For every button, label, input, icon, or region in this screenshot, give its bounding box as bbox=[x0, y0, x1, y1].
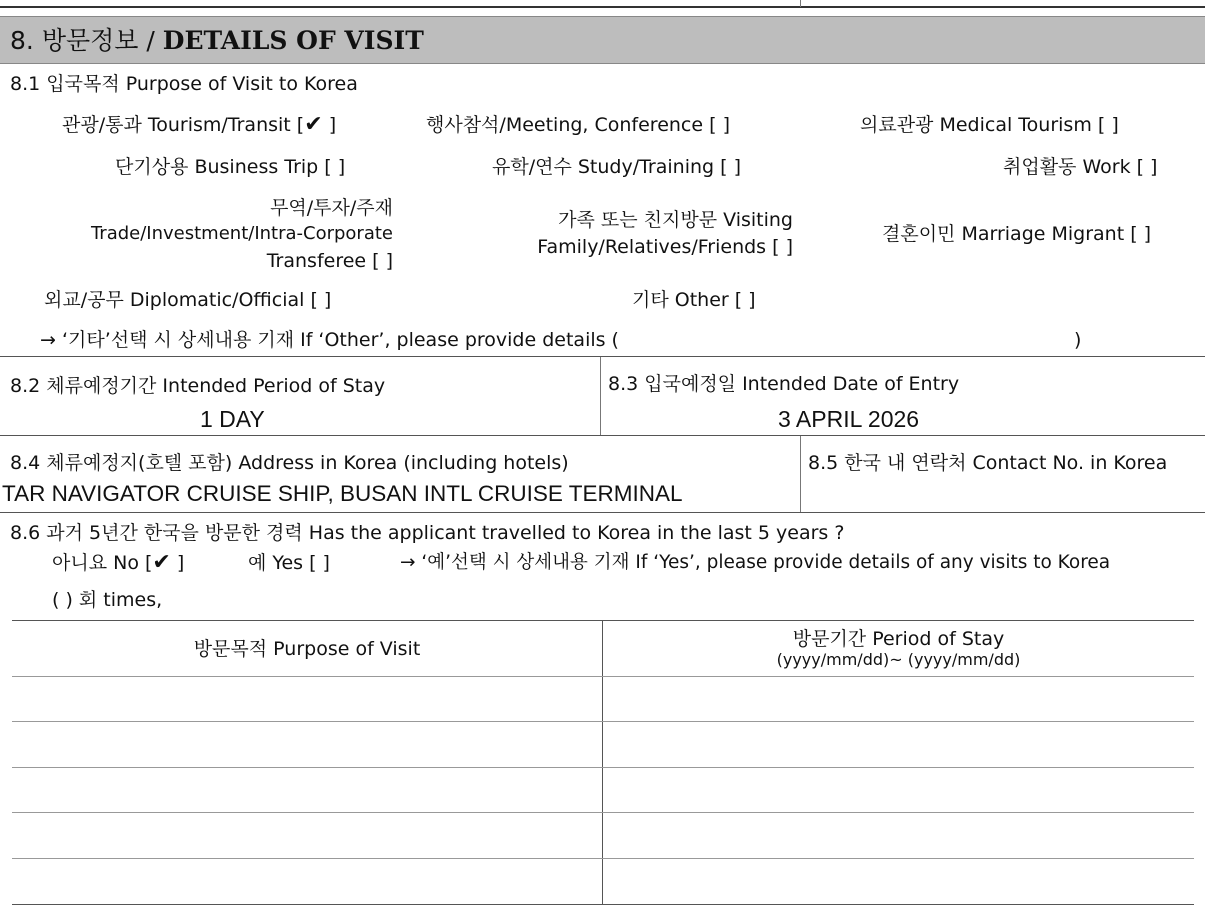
contact-label: 8.5 한국 내 연락처 Contact No. in Korea bbox=[808, 452, 1168, 474]
address-value[interactable]: TAR NAVIGATOR CRUISE SHIP, BUSAN INTL CRUISE TERMINAL bbox=[2, 481, 683, 506]
divider bbox=[0, 435, 1205, 436]
table-border-bottom bbox=[12, 904, 1194, 905]
table-row[interactable] bbox=[12, 677, 602, 721]
history-times[interactable]: ( ) 회 times, bbox=[52, 589, 163, 611]
history-no-label: 아니요 No [ bbox=[52, 552, 153, 574]
table-row[interactable] bbox=[603, 722, 1194, 767]
divider bbox=[800, 436, 801, 512]
check-icon: ✔ bbox=[152, 550, 171, 575]
table-row[interactable] bbox=[603, 813, 1194, 858]
section-title-en: DETAILS OF VISIT bbox=[162, 26, 424, 55]
other-details-prompt: → ‘기타’선택 시 상세내용 기재 If ‘Other’, please provide details ( bbox=[40, 329, 619, 351]
check-icon: ✔ bbox=[304, 112, 323, 137]
option-work[interactable]: 취업활동 Work [ ] bbox=[1003, 156, 1158, 178]
table-row[interactable] bbox=[603, 859, 1194, 904]
table-header-period: 방문기간 Period of Stay bbox=[792, 628, 1005, 650]
history-yes-details: → ‘예’선택 시 상세내용 기재 If ‘Yes’, please provide details of any visits to Korea bbox=[400, 552, 1111, 573]
other-details-close: ) bbox=[1074, 329, 1082, 351]
table-header-period-format: (yyyy/mm/dd)~ (yyyy/mm/dd) bbox=[776, 650, 1021, 669]
section-number: 8. bbox=[10, 26, 34, 55]
table-header-purpose: 방문목적 Purpose of Visit bbox=[193, 638, 421, 660]
option-medical[interactable]: 의료관광 Medical Tourism [ ] bbox=[860, 114, 1119, 136]
history-label: 8.6 과거 5년간 한국을 방문한 경력 Has the applicant travelled to Korea in the last 5 years ? bbox=[10, 522, 845, 544]
option-family-line1[interactable]: 가족 또는 친지방문 Visiting bbox=[558, 209, 793, 231]
table-row[interactable] bbox=[603, 768, 1194, 812]
table-row[interactable] bbox=[12, 859, 602, 904]
section-separator: / bbox=[146, 26, 155, 55]
option-other[interactable]: 기타 Other [ ] bbox=[632, 289, 756, 311]
history-no-option[interactable] bbox=[52, 552, 184, 574]
table-row[interactable] bbox=[12, 768, 602, 812]
bracket-close: ] bbox=[176, 552, 185, 574]
divider bbox=[0, 512, 1205, 513]
option-trade-line1[interactable]: 무역/투자/주재 bbox=[270, 197, 393, 219]
entry-label: 8.3 입국예정일 Intended Date of Entry bbox=[608, 373, 960, 395]
table-border-top bbox=[12, 620, 1194, 621]
option-trade-line2[interactable]: Trade/Investment/Intra-Corporate bbox=[90, 223, 393, 244]
option-study[interactable]: 유학/연수 Study/Training [ ] bbox=[492, 156, 741, 178]
table-row[interactable] bbox=[603, 677, 1194, 721]
stay-label: 8.2 체류예정기간 Intended Period of Stay bbox=[10, 375, 386, 397]
option-trade-line3[interactable]: Transferee [ ] bbox=[266, 250, 393, 272]
top-border bbox=[0, 6, 1205, 8]
option-tourism-label: 관광/통과 Tourism/Transit [ bbox=[62, 114, 305, 136]
entry-value[interactable]: 3 APRIL 2026 bbox=[778, 406, 920, 432]
option-marriage[interactable]: 결혼이민 Marriage Migrant [ ] bbox=[882, 223, 1152, 245]
section-title bbox=[10, 26, 424, 56]
top-divider bbox=[800, 0, 801, 7]
option-family-line2[interactable]: Family/Relatives/Friends [ ] bbox=[537, 236, 793, 258]
table-row[interactable] bbox=[12, 813, 602, 858]
option-business[interactable]: 단기상용 Business Trip [ ] bbox=[115, 156, 346, 178]
stay-value[interactable]: 1 DAY bbox=[200, 406, 265, 432]
divider bbox=[0, 356, 1205, 357]
divider bbox=[600, 357, 601, 435]
table-row[interactable] bbox=[12, 722, 602, 767]
purpose-label: 8.1 입국목적 Purpose of Visit to Korea bbox=[10, 73, 358, 95]
option-tourism[interactable] bbox=[62, 114, 336, 136]
address-label: 8.4 체류예정지(호텔 포함) Address in Korea (including hotels) bbox=[10, 452, 569, 474]
section-title-ko: 방문정보 bbox=[41, 26, 139, 55]
bracket-close: ] bbox=[328, 114, 337, 136]
option-meeting[interactable]: 행사참석/Meeting, Conference [ ] bbox=[426, 114, 730, 136]
other-details-field[interactable] bbox=[720, 326, 1070, 352]
option-diplomatic[interactable]: 외교/공무 Diplomatic/Official [ ] bbox=[44, 289, 332, 311]
history-yes-option[interactable]: 예 Yes [ ] bbox=[248, 552, 330, 574]
